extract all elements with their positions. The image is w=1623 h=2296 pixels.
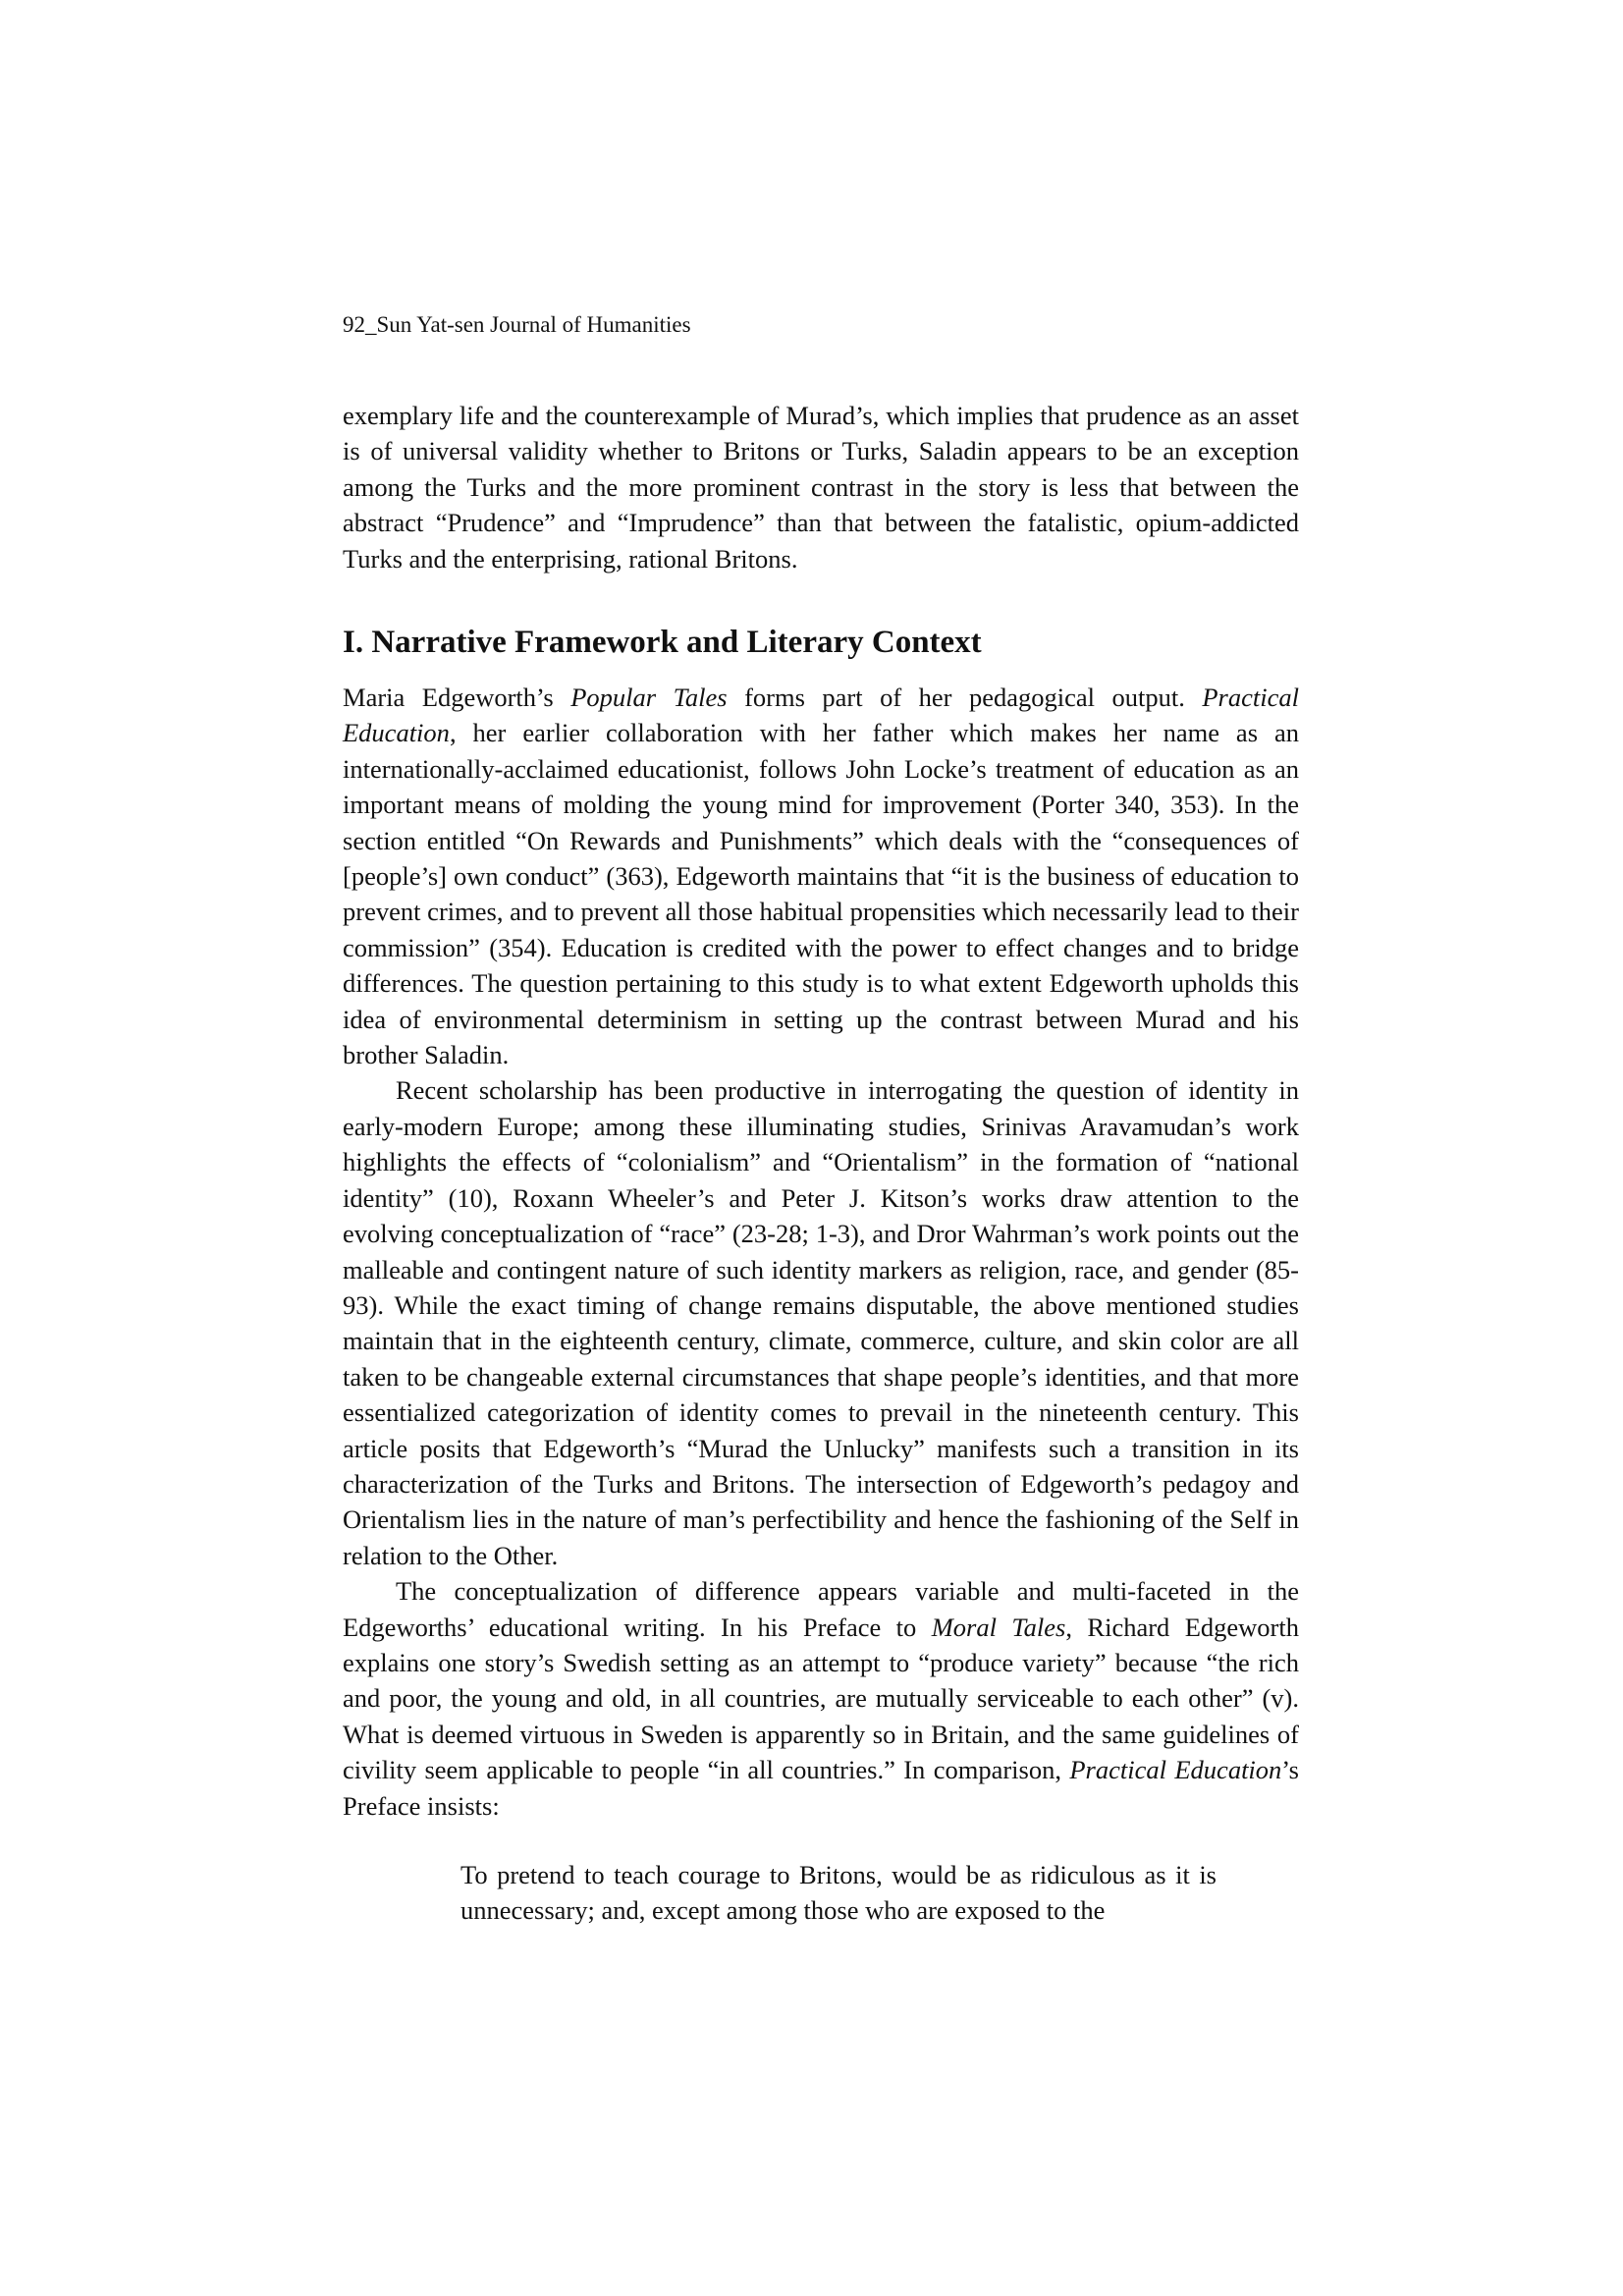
body-paragraph-3: The conceptualization of difference appears variable and multi-faceted in the Edgeworths’ educational writing. In his Preface to Moral Tales, Richard Edgeworth explains one story’s Swedish setting as an attempt to “produce variety” because “the rich and poor, the young and old, in all countries, are mutually serviceable to each other” (v). What is deemed virtuous in Sweden is apparently so in Britain, and the same guidelines of civility seem applicable to people “in all countries.” In comparison, Practical Education’s Preface insists: — [343, 1576, 1299, 1821]
running-header: 92_Sun Yat-sen Journal of Humanities — [343, 312, 691, 337]
intro-paragraph-block — [343, 398, 1299, 576]
block-quote: To pretend to teach courage to Britons, would be as ridiculous as it is unnecessary; and, except among those who are exposed to the — [460, 1860, 1217, 1926]
section-heading: I. Narrative Framework and Literary Context — [343, 625, 982, 660]
body-paragraph-2: Recent scholarship has been productive in interrogating the question of identity in early-modern Europe; among these illuminating studies, Srinivas Aravamudan’s work highlights the effects of “colonialism” and “Orientalism” in the formation of “national identity” (10), Roxann Wheeler’s and Peter J. Kitson’s works draw attention to the evolving conceptualization of “race” (23-28; 1-3), and Dror Wahrman’s work points out the malleable and contingent nature of such identity markers as religion, race, and gender (85-93). While the exact timing of change remains disputable, the above mentioned studies maintain that in the eighteenth century, climate, commerce, culture, and skin color are all taken to be changeable external circumstances that shape people’s identities, and that more essentialized categorization of identity comes to prevail in the nineteenth century. This article posits that Edgeworth’s “Murad the Unlucky” manifests such a transition in its characterization of the Turks and Britons. The intersection of Edgeworth’s pedagoy and Orientalism lies in the nature of man’s perfectibility and hence the fashioning of the Self in relation to the Other. — [343, 1075, 1299, 1570]
body-paragraph-1: Maria Edgeworth’s Popular Tales forms part of her pedagogical output. Practical Education, her earlier collaboration with her father which makes her name as an internationally-acclaimed educationist, follows John Locke’s treatment of education as an important means of molding the young mind for improvement (Porter 340, 353). In the section entitled “On Rewards and Punishments” which deals with the “consequences of [people’s] own conduct” (363), Edgeworth maintains that “it is the business of education to prevent crimes, and to prevent all those habitual propensities which necessarily lead to their commission” (354). Education is credited with the power to effect changes and to bridge differences. The question pertaining to this study is to what extent Edgeworth upholds this idea of environmental determinism in setting up the contrast between Murad and his brother Saladin. — [343, 683, 1299, 1070]
italic-title: Practical Education — [343, 683, 1299, 748]
section-body — [343, 680, 1299, 1824]
italic-title: Popular Tales — [570, 683, 728, 712]
italic-title: Practical Education — [1069, 1755, 1282, 1785]
intro-paragraph: exemplary life and the counterexample of Murad’s, which implies that prudence as an asset is of universal validity whether to Britons or Turks, Saladin appears to be an exception among the Turks and the more prominent contrast in the story is less that between the abstract “Prudence” and “Imprudence” than that between the fatalistic, opium-addicted Turks and the enterprising, rational Britons. — [343, 401, 1299, 574]
italic-title: Moral Tales — [931, 1612, 1066, 1642]
